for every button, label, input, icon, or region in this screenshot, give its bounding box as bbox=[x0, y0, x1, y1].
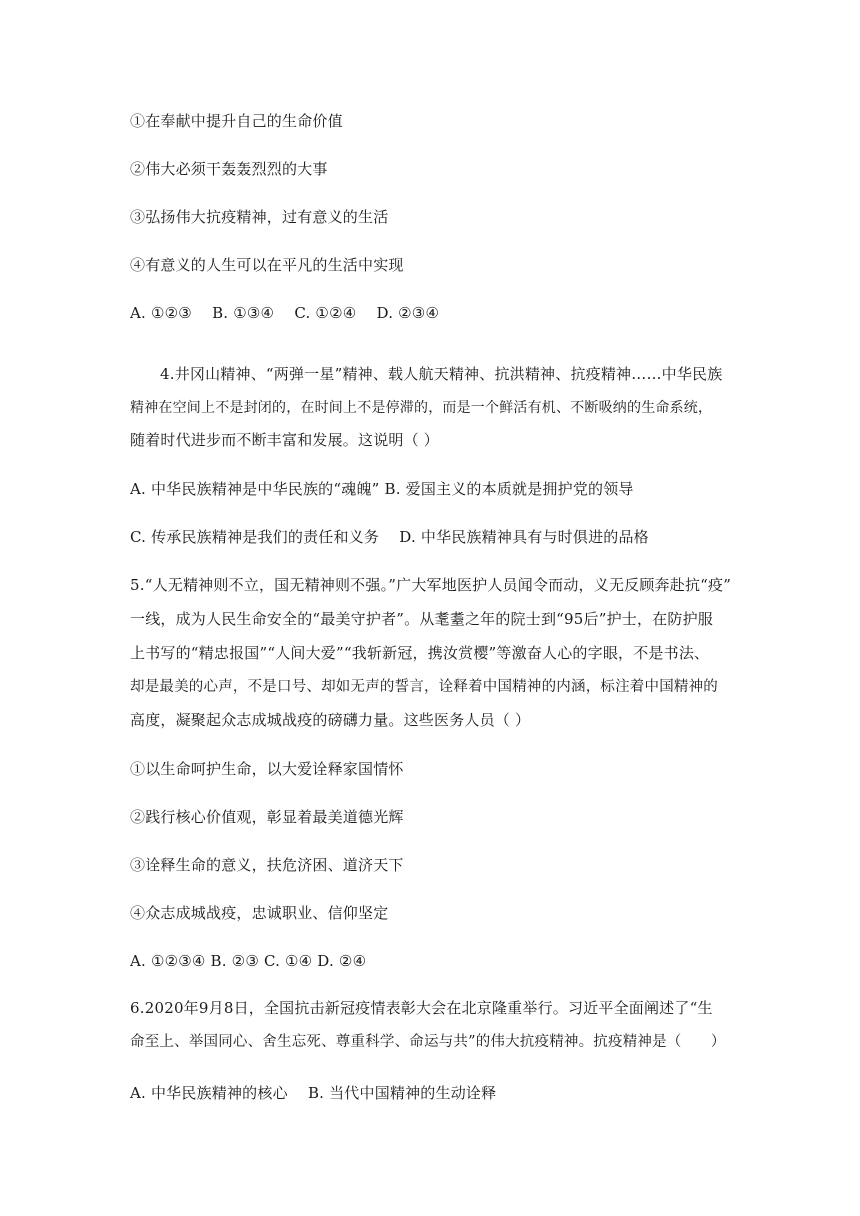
q5-question-line-5: 高度，凝聚起众志成城战疫的磅礴力量。这些医务人员（ ） bbox=[130, 711, 531, 729]
q5-question-line-2: 一线，成为人民生命安全的“最美守护者”。从耄耋之年的院士到“95后”护士，在防护服 bbox=[130, 610, 713, 628]
q5-question-line-3: 上书写的“精忠报国”“人间大爱”“我斩新冠，携汝赏樱”等激奋人心的字眼，不是书法、 bbox=[130, 644, 710, 662]
q6-question-line-2: 命至上、举国同心、舍生忘死、尊重科学、命运与共”的伟大抗疫精神。抗疫精神是（ ） bbox=[130, 1034, 726, 1050]
q5-question-line-1: 5.“人无精神则不立，国无精神则不强。”广大军地医护人员闻令而动，义无反顾奔赴抗“疫” bbox=[130, 576, 732, 594]
q6-question-line-1: 6.2020年9月8日，全国抗击新冠疫情表彰大会在北京隆重举行。习近平全面阐述了“生 bbox=[130, 999, 713, 1017]
q4-question-line-3: 随着时代进步而不断丰富和发展。这说明（ ） bbox=[130, 431, 439, 449]
q3-option-2: ②伟大必须干轰轰烈烈的大事 bbox=[130, 160, 328, 178]
q4-answer-c-d: C. 传承民族精神是我们的责任和义务 D. 中华民族精神具有与时俱进的品格 bbox=[130, 528, 649, 546]
q5-question-line-4: 却是最美的心声，不是口号、却如无声的誓言，诠释着中国精神的内涵，标注着中国精神的 bbox=[130, 679, 718, 695]
q5-option-1: ①以生命呵护生命，以大爱诠释家国情怀 bbox=[130, 760, 404, 778]
q4-question-line-1: 4.井冈山精神、“两弹一星”精神、载人航天精神、抗洪精神、抗疫精神……中华民族 bbox=[160, 365, 723, 383]
q3-option-3: ③弘扬伟大抗疫精神，过有意义的生活 bbox=[130, 208, 389, 226]
q3-option-1: ①在奉献中提升自己的生命价值 bbox=[130, 112, 343, 130]
q4-question-line-2: 精神在空间上不是封闭的，在时间上不是停滞的，而是一个鲜活有机、不断吸纳的生命系统， bbox=[130, 400, 713, 416]
q4-answer-a-b: A. 中华民族精神是中华民族的“魂魄” B. 爱国主义的本质就是拥护党的领导 bbox=[130, 480, 634, 498]
q5-option-3: ③诠释生命的意义，扶危济困、道济天下 bbox=[130, 856, 404, 874]
q5-answer-choices: A. ①②③④ B. ②③ C. ①④ D. ②④ bbox=[130, 952, 367, 970]
q5-option-4: ④众志成城战疫，忠诚职业、信仰坚定 bbox=[130, 904, 389, 922]
q3-option-4: ④有意义的人生可以在平凡的生活中实现 bbox=[130, 256, 404, 274]
q6-answer-a-b: A. 中华民族精神的核心 B. 当代中国精神的生动诠释 bbox=[130, 1084, 497, 1102]
q5-option-2: ②践行核心价值观，彰显着最美道德光辉 bbox=[130, 808, 404, 826]
q3-answer-choices: A. ①②③ B. ①③④ C. ①②④ D. ②③④ bbox=[130, 304, 440, 322]
